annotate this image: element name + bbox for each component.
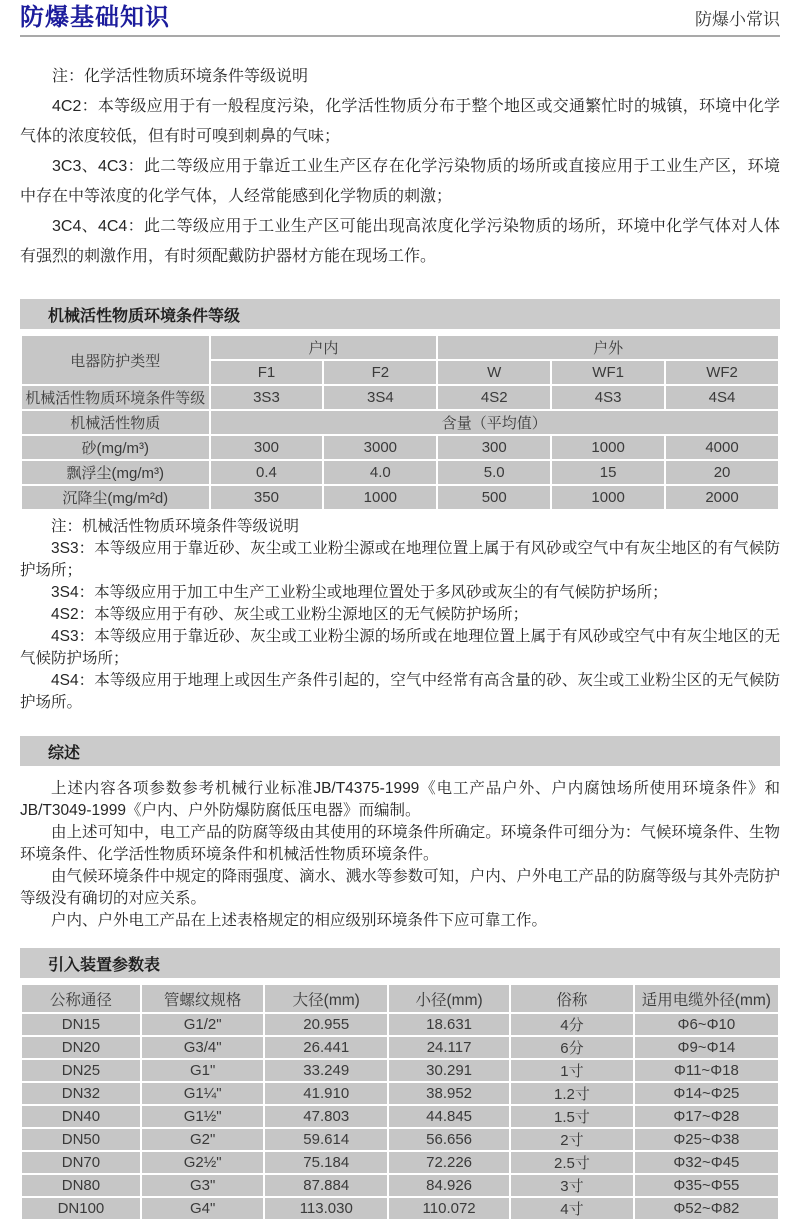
table-row: [22, 1083, 778, 1104]
table-cell: Φ9~Φ14: [635, 1037, 778, 1058]
table-cell: WF1: [552, 361, 664, 384]
section-header-mechanical-grades: [20, 299, 780, 329]
table-cell: 72.226: [389, 1152, 509, 1173]
table-cell: G3/4": [142, 1037, 264, 1058]
table-cell: 户外: [438, 336, 778, 359]
table-cell: 6分: [511, 1037, 633, 1058]
table-cell: 20: [666, 461, 778, 484]
note-line: 3S3：本等级应用于靠近砂、灰尘或工业粉尘源或在地理位置上属于有风砂或空气中有灰尘地区的有气候防护场所；: [20, 540, 780, 579]
table-cell: Φ52~Φ82: [635, 1198, 778, 1219]
summary-paragraph: 由气候环境条件中规定的降雨强度、滴水、溅水等参数可知，户内、户外电工产品的防腐等级与其外壳防护等级没有确切的对应关系。: [20, 868, 780, 907]
intro-text-block: [20, 62, 780, 272]
table-cell: Φ17~Φ28: [635, 1106, 778, 1127]
table-cell: G4": [142, 1198, 264, 1219]
table-row: [22, 486, 778, 509]
table-cell: WF2: [666, 361, 778, 384]
table-cell: 4寸: [511, 1198, 633, 1219]
table-cell: 沉降尘(mg/m²d): [22, 486, 209, 509]
table-header-cell: 小径(mm): [389, 985, 509, 1012]
table-cell: 59.614: [265, 1129, 387, 1150]
table-row: [22, 1152, 778, 1173]
table-row: [22, 436, 778, 459]
table-cell: 300: [211, 436, 323, 459]
table-row: [22, 1106, 778, 1127]
table-cell: Φ25~Φ38: [635, 1129, 778, 1150]
table-cell: 24.117: [389, 1037, 509, 1058]
table-cell: W: [438, 361, 550, 384]
table-cell: 110.072: [389, 1198, 509, 1219]
table-cell: DN15: [22, 1014, 140, 1035]
table-row: [22, 1037, 778, 1058]
document-header: [20, 0, 780, 37]
table-row: [22, 1175, 778, 1196]
note-line: 4S4：本等级应用于地理上或因生产条件引起的，空气中经常有高含量的砂、灰尘或工业粉尘区的无气候防护场所。: [20, 672, 780, 711]
table-cell: 3寸: [511, 1175, 633, 1196]
table-cell: DN20: [22, 1037, 140, 1058]
intro-paragraph: 3C3、4C3：此二等级应用于靠近工业生产区存在化学污染物质的场所或直接应用于工业生产区，环境中存在中等浓度的化学气体，人经常能感到化学物质的刺激；: [20, 158, 780, 205]
table-cell: Φ11~Φ18: [635, 1060, 778, 1081]
table-cell: 56.656: [389, 1129, 509, 1150]
table-cell: 1.5寸: [511, 1106, 633, 1127]
table-cell: DN40: [22, 1106, 140, 1127]
table-cell: DN25: [22, 1060, 140, 1081]
intro-paragraph: 3C4、4C4：此二等级应用于工业生产区可能出现高浓度化学污染物质的场所，环境中化学气体对人体有强烈的刺激作用，有时须配戴防护器材方能在现场工作。: [20, 218, 780, 265]
section-title: 综述: [48, 744, 81, 762]
note-line: 4S3：本等级应用于靠近砂、灰尘或工业粉尘源的场所或在地理位置上属于有风砂或空气中有灰尘地区的无气候防护场所；: [20, 628, 780, 667]
table-cell: 2寸: [511, 1129, 633, 1150]
table-header-cell: 适用电缆外径(mm): [635, 985, 778, 1012]
table-cell: Φ6~Φ10: [635, 1014, 778, 1035]
table-cell: 1000: [324, 486, 436, 509]
table-cell: G3": [142, 1175, 264, 1196]
table-cell: 30.291: [389, 1060, 509, 1081]
table-cell: Φ14~Φ25: [635, 1083, 778, 1104]
table-cell: 20.955: [265, 1014, 387, 1035]
table-cell: 38.952: [389, 1083, 509, 1104]
table-cell: 5.0: [438, 461, 550, 484]
table-cell: 0.4: [211, 461, 323, 484]
table-cell: 2.5寸: [511, 1152, 633, 1173]
table-cell: Φ35~Φ55: [635, 1175, 778, 1196]
table-cell: 4分: [511, 1014, 633, 1035]
table-cell: DN100: [22, 1198, 140, 1219]
table-cell: DN32: [22, 1083, 140, 1104]
note-line: 4S2：本等级应用于有砂、灰尘或工业粉尘源地区的无气候防护场所；: [51, 606, 529, 623]
section-title: 引入装置参数表: [48, 956, 161, 974]
table-cell: DN50: [22, 1129, 140, 1150]
intro-paragraph: 注：化学活性物质环境条件等级说明: [52, 68, 309, 85]
table-row: [22, 411, 778, 434]
table-cell: 飘浮尘(mg/m³): [22, 461, 209, 484]
table-row: [22, 386, 778, 409]
table-header-cell: 管螺纹规格: [142, 985, 264, 1012]
table-cell: Φ32~Φ45: [635, 1152, 778, 1173]
table-cell: 4S2: [438, 386, 550, 409]
table-cell: F1: [211, 361, 323, 384]
note-line: 注：机械活性物质环境条件等级说明: [51, 518, 300, 535]
environment-grade-table: [20, 334, 780, 511]
table-cell: 2000: [666, 486, 778, 509]
table-cell: 1000: [552, 486, 664, 509]
table-cell: 机械活性物质环境条件等级: [22, 386, 209, 409]
table-cell: 113.030: [265, 1198, 387, 1219]
table-cell: F2: [324, 361, 436, 384]
table-cell: 87.884: [265, 1175, 387, 1196]
table-cell: G1": [142, 1060, 264, 1081]
page-title: 防爆基础知识: [20, 4, 170, 31]
table-header-cell: 大径(mm): [265, 985, 387, 1012]
table-cell: 4.0: [324, 461, 436, 484]
table-header-row: [22, 985, 778, 1012]
table-row: [22, 461, 778, 484]
mechanical-grade-notes: [20, 516, 780, 714]
table-cell: 300: [438, 436, 550, 459]
table-row: [22, 1060, 778, 1081]
summary-text-block: [20, 778, 780, 932]
table-cell: 44.845: [389, 1106, 509, 1127]
table-cell: 26.441: [265, 1037, 387, 1058]
table-cell: 18.631: [389, 1014, 509, 1035]
table-cell: 3S4: [324, 386, 436, 409]
summary-paragraph: 上述内容各项参数参考机械行业标准JB/T4375-1999《电工产品户外、户内腐蚀场所使用环境条件》和JB/T3049-1999《户内、户外防爆防腐低压电器》而编制。: [20, 780, 780, 819]
table-cell: 电器防护类型: [22, 336, 209, 384]
table-cell: G1/2": [142, 1014, 264, 1035]
section-title: 机械活性物质环境条件等级: [48, 307, 241, 325]
table-cell: 15: [552, 461, 664, 484]
table-cell: DN80: [22, 1175, 140, 1196]
table-cell: 4S4: [666, 386, 778, 409]
table-header-cell: 公称通径: [22, 985, 140, 1012]
table-cell: 1.2寸: [511, 1083, 633, 1104]
table-cell: 84.926: [389, 1175, 509, 1196]
table-cell: 户内: [211, 336, 437, 359]
table-cell: 4000: [666, 436, 778, 459]
table-row: [22, 1129, 778, 1150]
note-line: 3S4：本等级应用于加工中生产工业粉尘或地理位置处于多风砂或灰尘的有气候防护场所；: [51, 584, 668, 601]
table-cell: 500: [438, 486, 550, 509]
table-cell: G2½": [142, 1152, 264, 1173]
table-cell: 350: [211, 486, 323, 509]
table-cell: 47.803: [265, 1106, 387, 1127]
table-cell: 3000: [324, 436, 436, 459]
table-row: [22, 1198, 778, 1219]
table-cell: 33.249: [265, 1060, 387, 1081]
table-cell: 1000: [552, 436, 664, 459]
section-header-entry-device: [20, 948, 780, 978]
table-cell: 4S3: [552, 386, 664, 409]
table-cell: 砂(mg/m³): [22, 436, 209, 459]
table-row: [22, 1014, 778, 1035]
table-row: [22, 336, 778, 359]
table-cell: G1½": [142, 1106, 264, 1127]
page-subtitle: 防爆小常识: [695, 10, 780, 29]
table-cell: 机械活性物质: [22, 411, 209, 434]
table-cell: 1寸: [511, 1060, 633, 1081]
table-cell: G1¼": [142, 1083, 264, 1104]
table-cell: DN70: [22, 1152, 140, 1173]
section-header-summary: [20, 736, 780, 766]
summary-paragraph: 由上述可知中，电工产品的防腐等级由其使用的环境条件所确定。环境条件可细分为：气候环境条件、生物环境条件、化学活性物质环境条件和机械活性物质环境条件。: [20, 824, 780, 863]
intro-paragraph: 4C2：本等级应用于有一般程度污染，化学活性物质分布于整个地区或交通繁忙时的城镇，环境中化学气体的浓度较低，但有时可嗅到刺鼻的气味；: [20, 98, 780, 145]
table-cell: G2": [142, 1129, 264, 1150]
entry-device-parameter-table: [20, 983, 780, 1221]
table-cell: 41.910: [265, 1083, 387, 1104]
table-cell: 75.184: [265, 1152, 387, 1173]
table-cell: 含量（平均值）: [211, 411, 779, 434]
summary-paragraph: 户内、户外电工产品在上述表格规定的相应级别环境条件下应可靠工作。: [51, 912, 548, 929]
table-cell: 3S3: [211, 386, 323, 409]
table-header-cell: 俗称: [511, 985, 633, 1012]
